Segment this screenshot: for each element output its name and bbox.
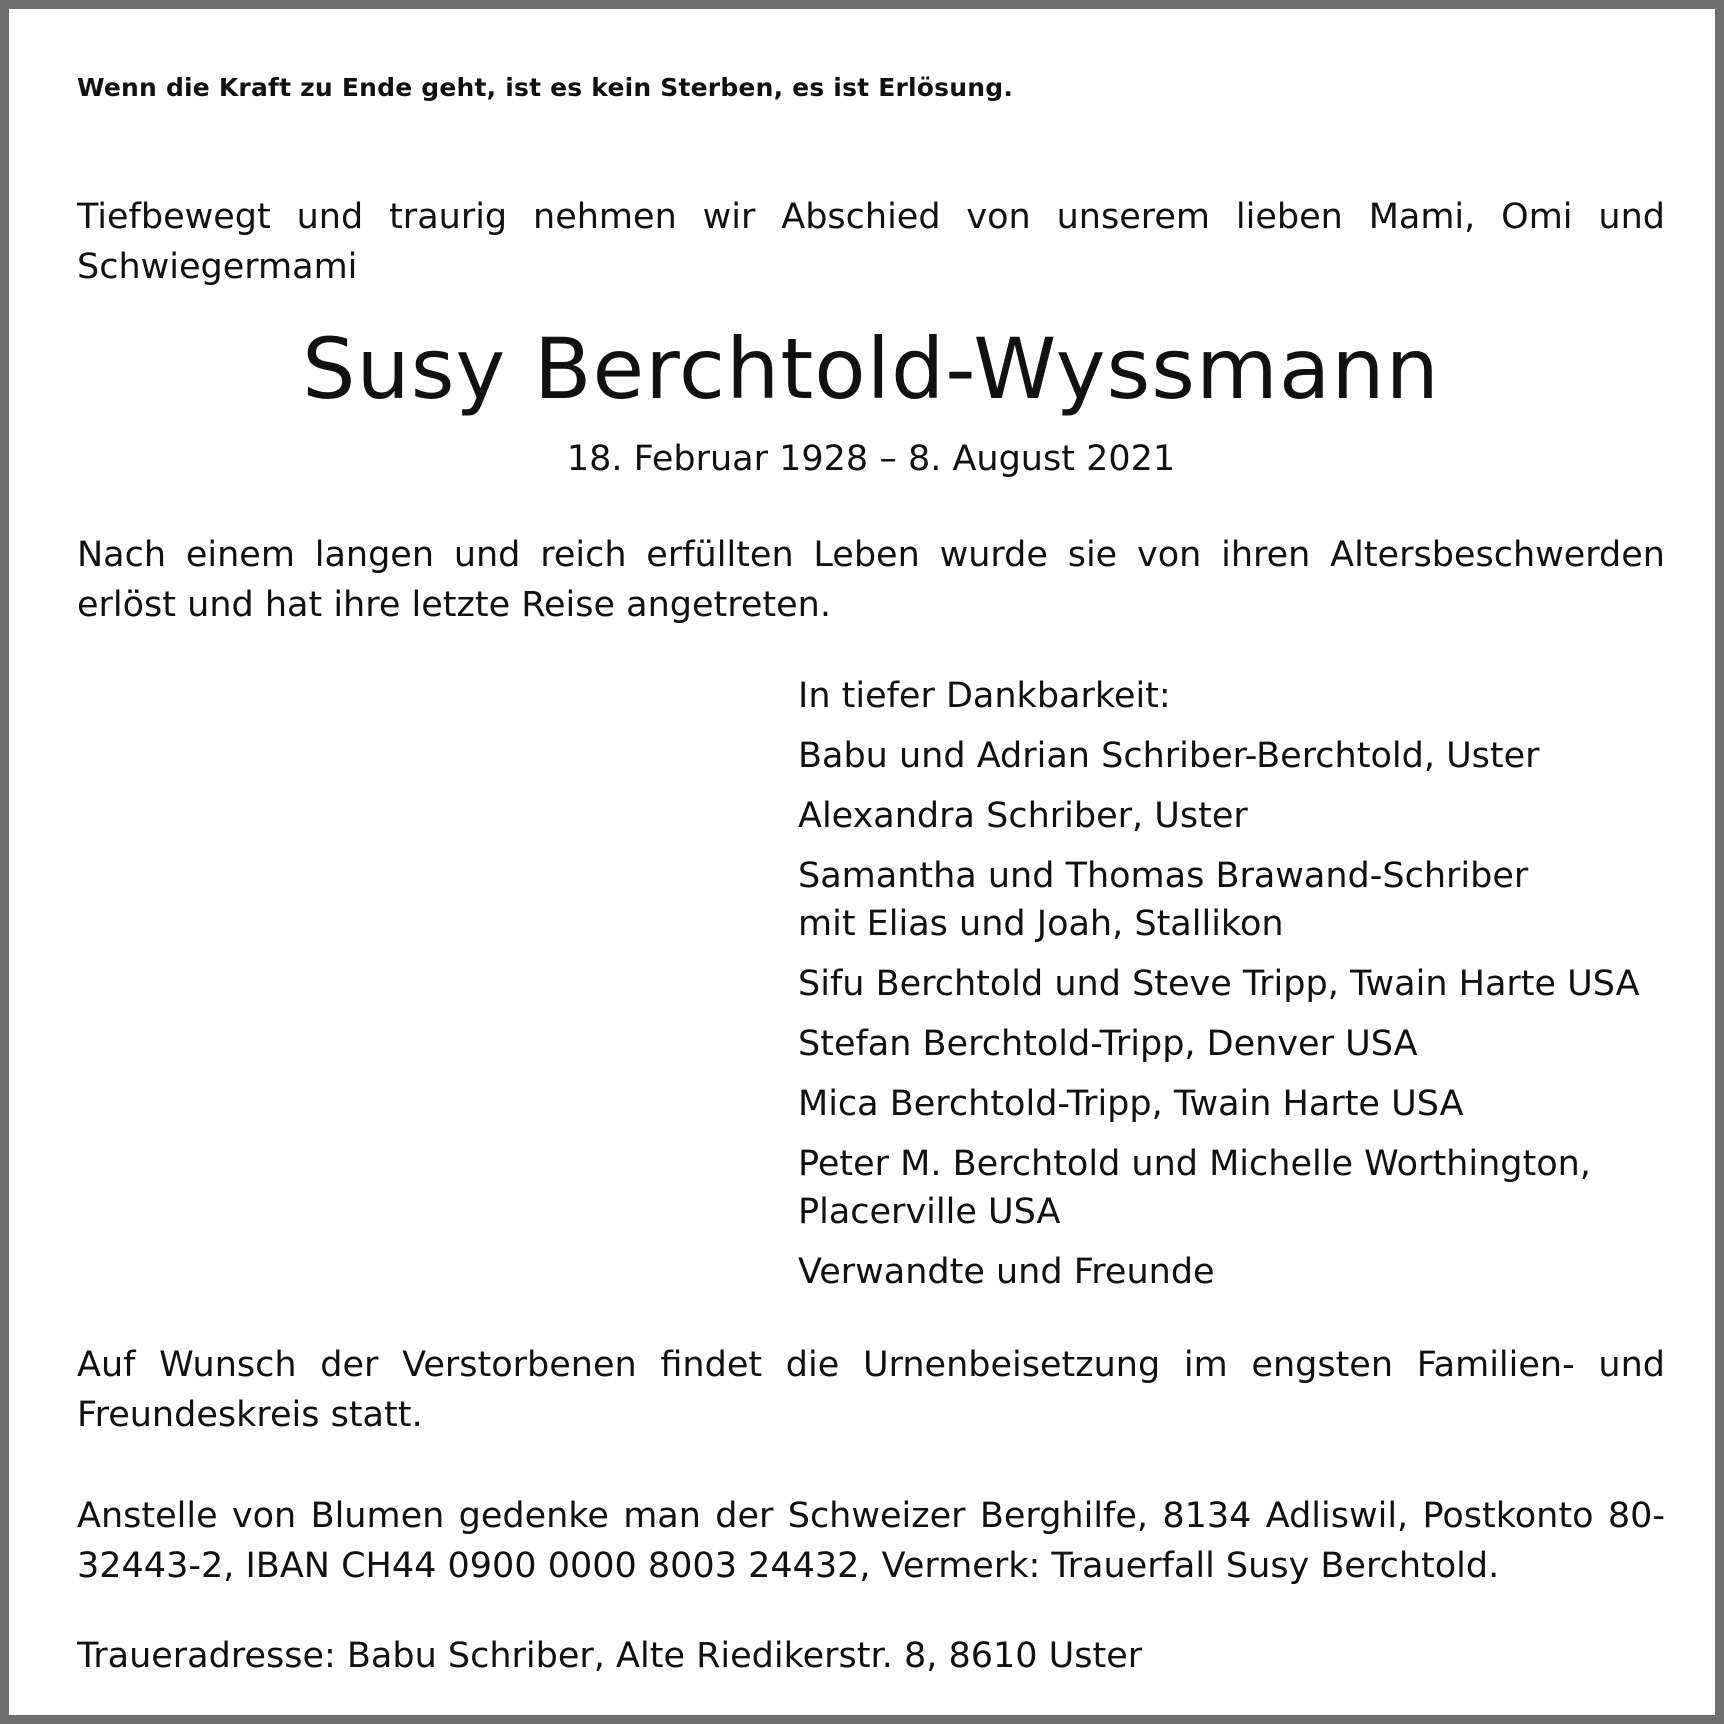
- gratitude-label: In tiefer Dankbarkeit:: [798, 676, 1171, 716]
- mourners-list: [798, 672, 1698, 1296]
- mourner-line: Placerville USA: [798, 1192, 1061, 1232]
- mourner-line: Samantha und Thomas Brawand-Schriber: [798, 856, 1529, 896]
- deceased-name: Susy Berchtold-Wyssmann: [302, 320, 1440, 418]
- mourner-line: Verwandte und Freunde: [798, 1252, 1215, 1292]
- mourner-line: Stefan Berchtold-Tripp, Denver USA: [798, 1024, 1418, 1064]
- intro-paragraph: Tiefbewegt und traurig nehmen wir Abschied von unserem lieben Mami, Omi und Schwiegermami: [77, 197, 1665, 287]
- motto-heading: Wenn die Kraft zu Ende geht, ist es kein Sterben, es ist Erlösung.: [77, 73, 1014, 102]
- mourner-line: Alexandra Schriber, Uster: [798, 796, 1248, 836]
- life-paragraph: Nach einem langen und reich erfüllten Leben wurde sie von ihren Altersbeschwerden erlöst und hat ihre letzte Reise angetreten.: [77, 535, 1665, 625]
- mourner-line: Sifu Berchtold und Steve Tripp, Twain Harte USA: [798, 964, 1640, 1004]
- life-dates: 18. Februar 1928 – 8. August 2021: [566, 439, 1176, 479]
- mourner-line: Babu und Adrian Schriber-Berchtold, Uster: [798, 736, 1540, 776]
- mourner-line: Peter M. Berchtold und Michelle Worthington,: [798, 1144, 1591, 1184]
- burial-paragraph: Auf Wunsch der Verstorbenen findet die Urnenbeisetzung im engsten Familien- und Freundeskreis statt.: [77, 1345, 1665, 1435]
- donation-paragraph: Anstelle von Blumen gedenke man der Schweizer Berghilfe, 8134 Adliswil, Postkonto 80-32443-2, IBAN CH44 0900 0000 8003 24432, Vermerk: Trauerfall Susy Berchtold.: [77, 1496, 1665, 1586]
- mourning-address: Traueradresse: Babu Schriber, Alte Riedikerstr. 8, 8610 Uster: [77, 1636, 1143, 1676]
- mourner-line: mit Elias und Joah, Stallikon: [798, 904, 1284, 944]
- mourner-line: Mica Berchtold-Tripp, Twain Harte USA: [798, 1084, 1464, 1124]
